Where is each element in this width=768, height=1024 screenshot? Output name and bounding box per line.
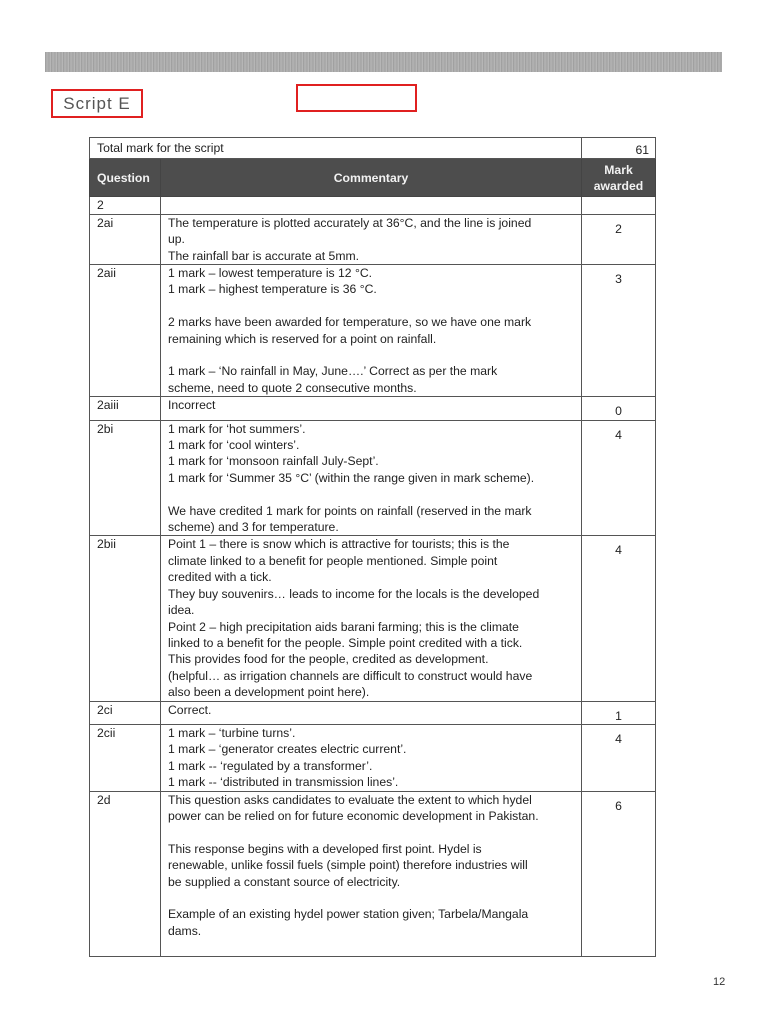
commentary-line: be supplied a constant source of electricity. xyxy=(168,874,401,889)
question-cell: 2cii xyxy=(90,724,161,791)
mark-header-line2: awarded xyxy=(593,178,644,193)
commentary-line: 1 mark for ‘Summer 35 °C’ (within the range given in mark scheme). xyxy=(168,470,535,485)
total-value: 61 xyxy=(582,138,656,159)
mark-cell: 4 xyxy=(582,420,656,536)
mark-table xyxy=(89,137,656,957)
commentary-line: (helpful… as irrigation channels are difficult to construct would have xyxy=(168,668,533,683)
table-row xyxy=(90,420,656,536)
commentary-line: scheme, need to quote 2 consecutive months. xyxy=(168,380,417,395)
header-bar xyxy=(45,52,722,72)
commentary-header: Commentary xyxy=(161,159,582,197)
commentary-line: remaining which is reserved for a point on rainfall. xyxy=(168,331,437,346)
commentary-cell xyxy=(161,724,582,791)
commentary-line: up. xyxy=(168,232,185,247)
commentary-line xyxy=(168,939,574,955)
commentary-line: We have credited 1 mark for points on rainfall (reserved in the mark xyxy=(168,503,532,518)
commentary-line: Point 2 – high precipitation aids barani farming; this is the climate xyxy=(168,619,519,634)
commentary-line: linked to a benefit for the people. Simple point credited with a tick. xyxy=(168,635,523,650)
commentary-line: credited with a tick. xyxy=(168,570,272,585)
page-number: 12 xyxy=(713,976,726,988)
commentary-line: This question asks candidates to evaluate the extent to which hydel xyxy=(168,792,532,807)
commentary-line: also been a development point here). xyxy=(168,685,370,700)
mark-cell: 1 xyxy=(582,701,656,724)
commentary-line: 1 mark for ‘cool winters’. xyxy=(168,438,300,453)
commentary-line: 1 mark – lowest temperature is 12 °C. xyxy=(168,266,373,281)
commentary-line: They buy souvenirs… leads to income for the locals is the developed xyxy=(168,586,540,601)
commentary-line: Incorrect xyxy=(168,398,216,413)
commentary-line: idea. xyxy=(168,603,195,618)
question-cell: 2bii xyxy=(90,536,161,701)
commentary-cell xyxy=(161,701,582,724)
question-cell: 2ai xyxy=(90,214,161,264)
commentary-line: scheme) and 3 for temperature. xyxy=(168,520,339,535)
mark-cell xyxy=(582,197,656,214)
mark-cell: 3 xyxy=(582,265,656,397)
question-cell: 2bi xyxy=(90,420,161,536)
commentary-line: 1 mark -- ‘distributed in transmission lines’. xyxy=(168,775,399,790)
commentary-line: power can be relied on for future economic development in Pakistan. xyxy=(168,808,539,823)
commentary-line xyxy=(168,890,574,906)
table-row xyxy=(90,724,656,791)
commentary-line: 1 mark – ‘No rainfall in May, June….’ Correct as per the mark xyxy=(168,364,498,379)
commentary-line xyxy=(168,298,574,314)
table-row xyxy=(90,791,656,956)
commentary-line: Correct. xyxy=(168,702,212,717)
mark-header xyxy=(582,159,656,197)
commentary-line: 1 mark – ‘turbine turns’. xyxy=(168,725,296,740)
question-cell: 2aii xyxy=(90,265,161,397)
commentary-line: Point 1 – there is snow which is attractive for tourists; this is the xyxy=(168,537,510,552)
commentary-line: renewable, unlike fossil fuels (simple point) therefore industries will xyxy=(168,858,528,873)
mark-cell: 6 xyxy=(582,791,656,956)
commentary-line: Example of an existing hydel power station given; Tarbela/Mangala xyxy=(168,907,529,922)
commentary-cell xyxy=(161,791,582,956)
commentary-line: The temperature is plotted accurately at 36°C, and the line is joined xyxy=(168,215,532,230)
question-cell: 2 xyxy=(90,197,161,214)
script-label: Script E xyxy=(51,89,143,118)
commentary-cell xyxy=(161,197,582,214)
table-row xyxy=(90,397,656,420)
table-row xyxy=(90,265,656,397)
commentary-cell xyxy=(161,420,582,536)
mark-cell: 4 xyxy=(582,536,656,701)
table-row xyxy=(90,197,656,214)
commentary-line xyxy=(168,486,574,502)
commentary-cell xyxy=(161,265,582,397)
mark-cell: 4 xyxy=(582,724,656,791)
table-row xyxy=(90,536,656,701)
total-row xyxy=(90,138,656,159)
commentary-line xyxy=(168,824,574,840)
commentary-line: dams. xyxy=(168,923,202,938)
mark-cell: 0 xyxy=(582,397,656,420)
commentary-line xyxy=(168,197,574,213)
mark-header-line1: Mark xyxy=(604,162,633,177)
commentary-line: 1 mark for ‘hot summers’. xyxy=(168,421,306,436)
question-cell: 2d xyxy=(90,791,161,956)
total-label: Total mark for the script xyxy=(90,138,582,159)
question-cell: 2aiii xyxy=(90,397,161,420)
commentary-line: 1 mark for ‘monsoon rainfall July-Sept’. xyxy=(168,454,379,469)
table-row xyxy=(90,701,656,724)
candidate-box xyxy=(296,84,417,112)
mark-cell: 2 xyxy=(582,214,656,264)
commentary-line: climate linked to a benefit for people mentioned. Simple point xyxy=(168,553,498,568)
table-row xyxy=(90,214,656,264)
commentary-line: 1 mark – ‘generator creates electric current’. xyxy=(168,742,407,757)
commentary-cell xyxy=(161,397,582,420)
commentary-cell xyxy=(161,214,582,264)
commentary-line: 1 mark – highest temperature is 36 °C. xyxy=(168,282,377,297)
commentary-line: The rainfall bar is accurate at 5mm. xyxy=(168,248,360,263)
header-row xyxy=(90,159,656,197)
question-cell: 2ci xyxy=(90,701,161,724)
commentary-line xyxy=(168,347,574,363)
commentary-line: This response begins with a developed first point. Hydel is xyxy=(168,841,482,856)
question-header: Question xyxy=(90,159,161,197)
commentary-line: 1 mark -- ‘regulated by a transformer’. xyxy=(168,758,373,773)
commentary-line: 2 marks have been awarded for temperature, so we have one mark xyxy=(168,315,532,330)
commentary-cell xyxy=(161,536,582,701)
commentary-line: This provides food for the people, credited as development. xyxy=(168,652,489,667)
